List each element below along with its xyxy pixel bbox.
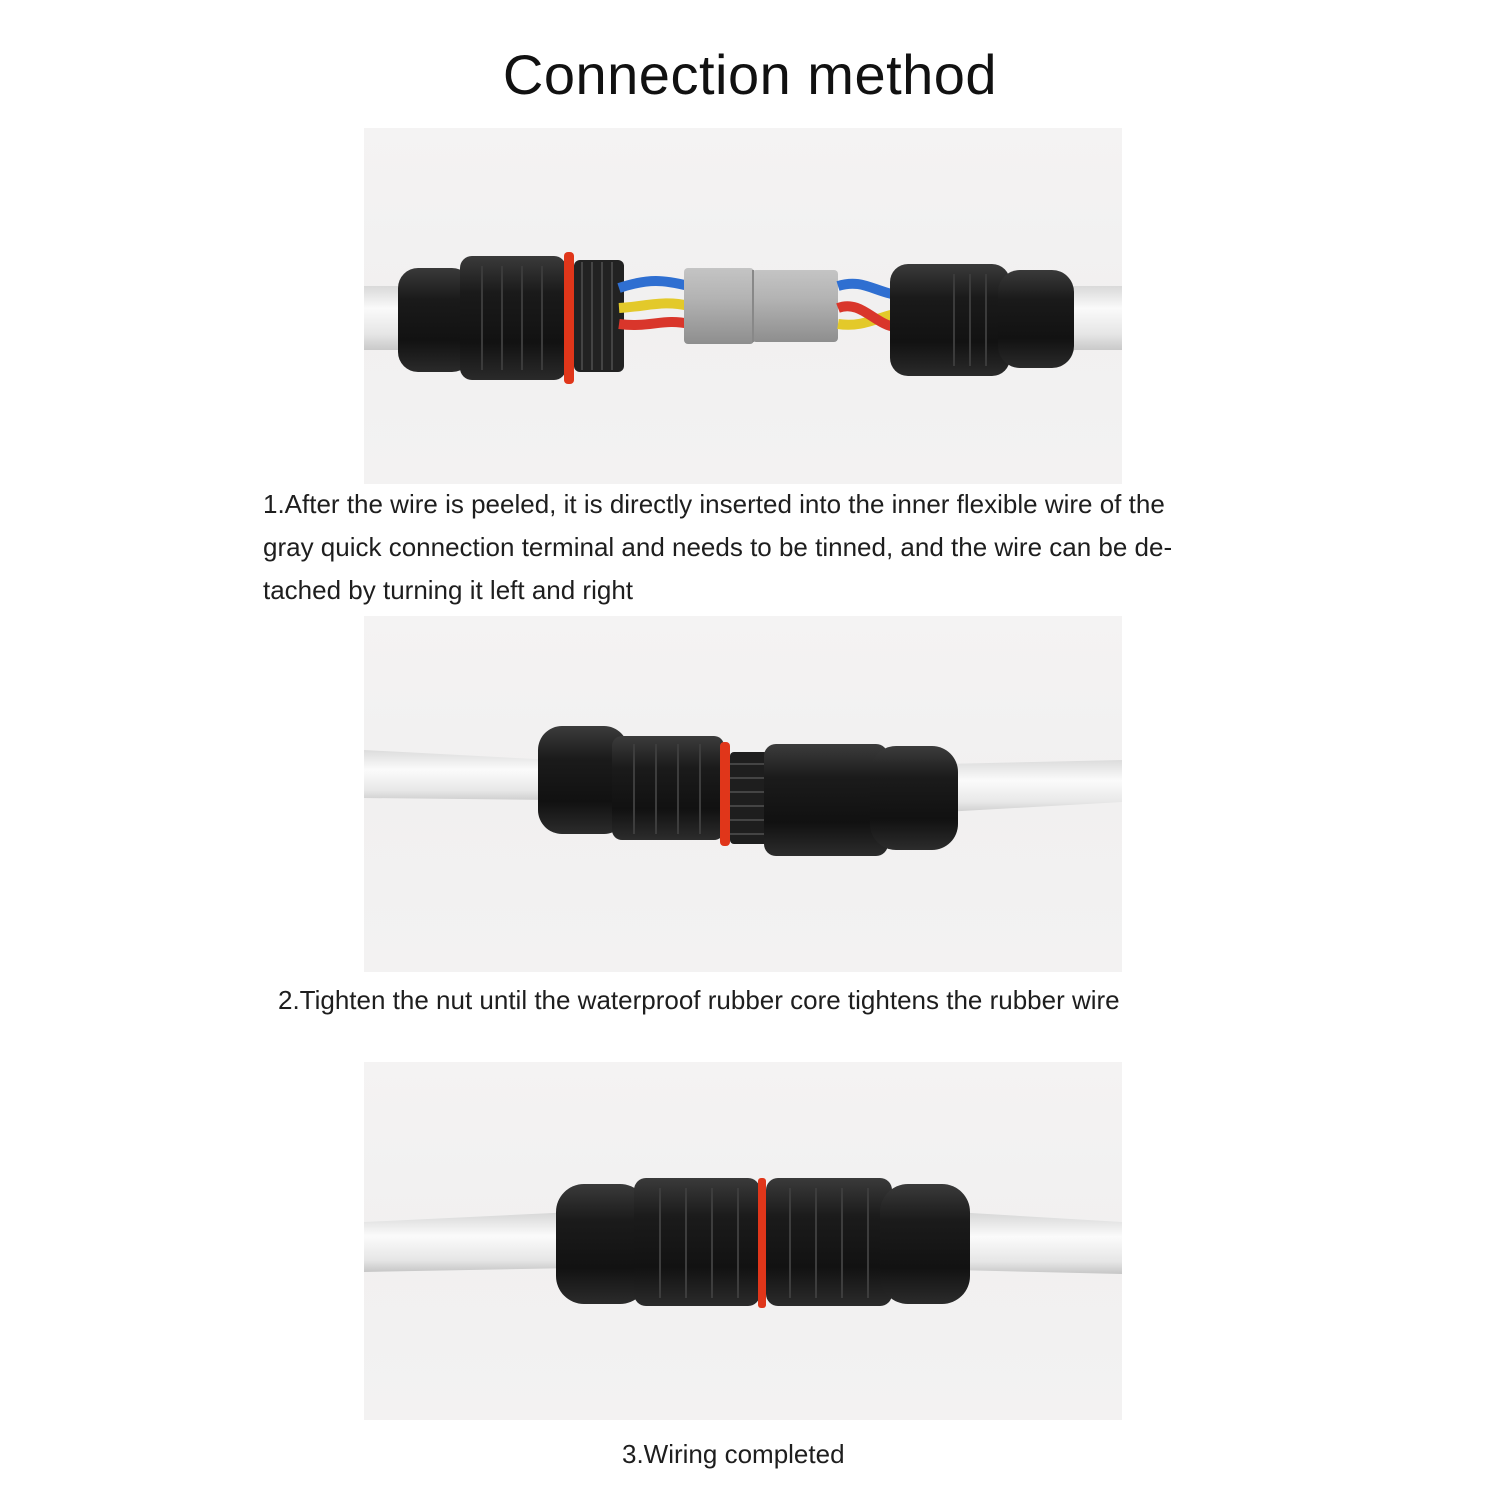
seal-ring [564,252,574,384]
blue-wire-left [619,281,689,288]
caption-line: 2.Tighten the nut until the waterproof rubber core tightens the rubber wire [278,985,1120,1015]
connector [556,1178,970,1308]
step-1-caption [263,483,1263,612]
right-connector [890,264,1074,376]
left-cable [364,1212,574,1272]
step-2-photo [364,616,1122,972]
step-1-photo [364,128,1122,484]
step-3-caption [622,1433,1022,1476]
yellow-wire-left [619,303,689,308]
caption-line: gray quick connection terminal and needs to be tinned, and the wire can be de- [263,532,1173,562]
seal-ring [720,742,730,846]
left-cable [364,750,554,800]
connector [538,726,958,856]
red-wire-left [619,322,689,325]
caption-line: 3.Wiring completed [622,1439,845,1469]
right-cable [944,760,1122,812]
gray-terminal [684,268,838,344]
right-cable [954,1212,1122,1274]
seal-ring [758,1178,766,1308]
page-title: Connection method [502,43,998,106]
caption-line: 1.After the wire is peeled, it is directly inserted into the inner flexible wire of the [263,489,1165,519]
left-connector [398,252,624,384]
step-3-photo [364,1062,1122,1420]
caption-line: tached by turning it left and right [263,575,634,605]
step-2-caption [278,979,1278,1022]
